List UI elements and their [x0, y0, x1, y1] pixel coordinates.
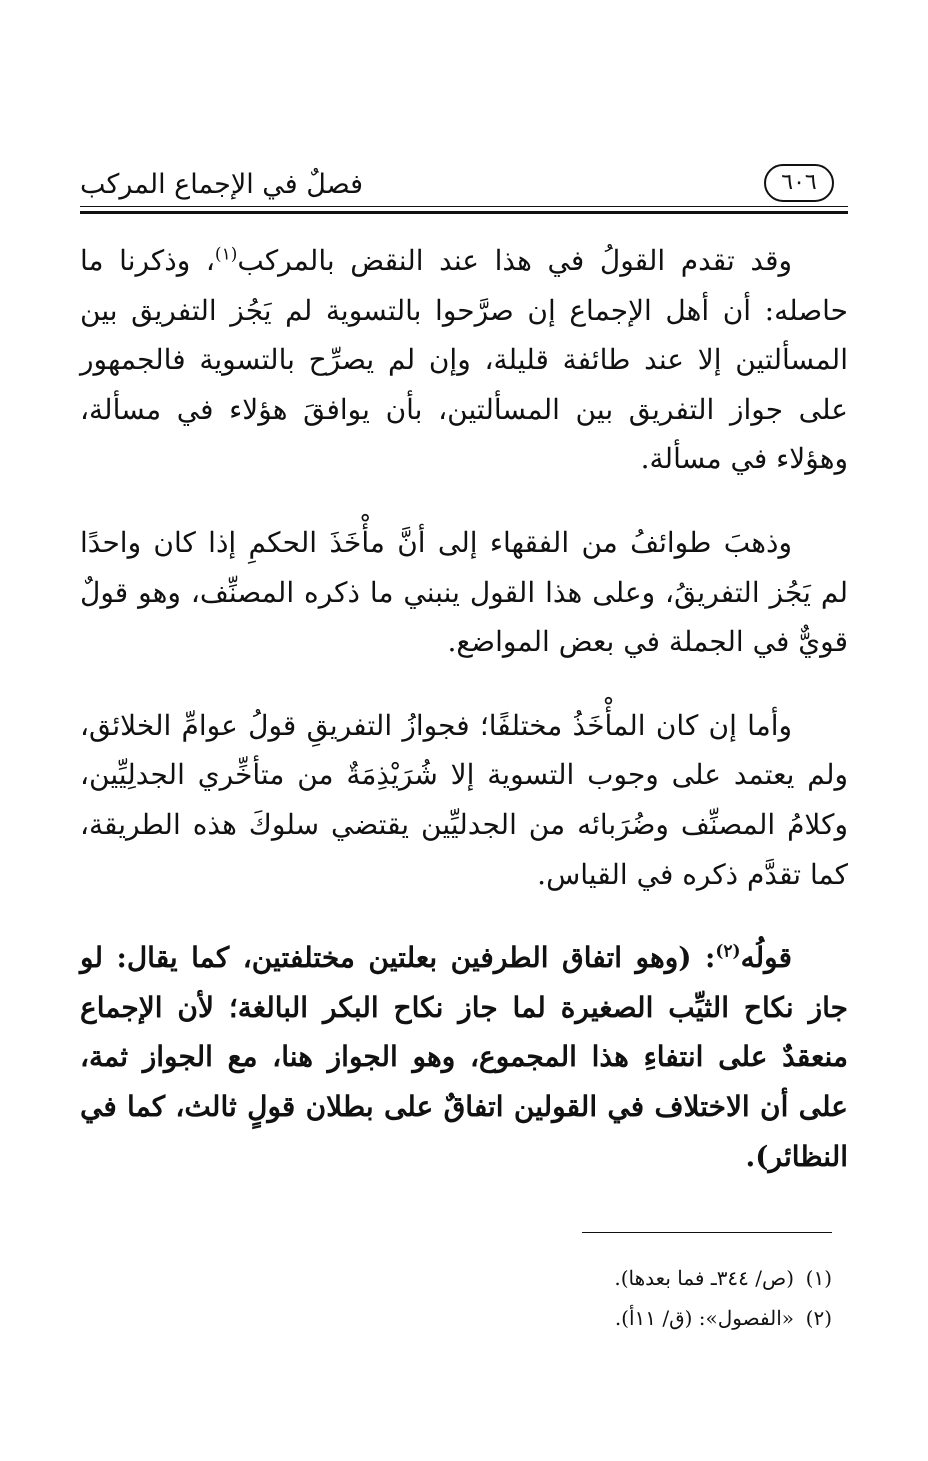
- page-number: ٦٠٦: [764, 164, 834, 202]
- footnote-1: [400, 1258, 832, 1298]
- header-rule-thick: [80, 211, 848, 214]
- footnote-separator: [582, 1232, 832, 1233]
- paragraph-gap: [80, 667, 848, 701]
- footnote-1-number: (١): [805, 1266, 832, 1290]
- header-rule-thin: [80, 206, 848, 207]
- footnote-ref-2: (٢): [715, 941, 741, 962]
- paragraph-4-lead: قولُه: [740, 941, 792, 975]
- paragraph-3: وأما إن كان المأْخَذُ مختلفًا؛ فجوازُ التفريقِ قولُ عوامِّ الخلائق، ولم يعتمد على وجوب التسوية إلا شُرَيْذِمَةٌ من متأخِّري الجدلِيِّين، وكلامُ المصنِّف وضُرَبائه من الجدليِّين يقتضي سلوكَ هذه الطريقة، كما تقدَّم ذكره في القياس.: [80, 708, 848, 891]
- footnote-1-text: (ص/ ٣٤٤ـ فما بعدها).: [614, 1266, 794, 1290]
- footnote-2: [400, 1298, 832, 1338]
- footnote-ref-1: (١): [214, 244, 238, 265]
- main-text: [80, 236, 848, 1181]
- running-title: فصلٌ في الإجماع المركب: [80, 169, 364, 200]
- footnote-2-text: «الفصول»: (ق/ ١١أ).: [614, 1306, 794, 1330]
- paragraph-1-text-after-ref: ، وذكرنا ما حاصله: أن أهل الإجماع إن صرَّحوا بالتسوية لم يَجُز التفريق بين المسألتين إلا عند طائفة قليلة، وإن لم يصرِّح بالتسوية فالجمهور على جواز التفريق بين المسألتين، بأن يوافقَ هؤلاء في مسألة، وهؤلاء في مسألة.: [80, 244, 848, 476]
- paragraph-1: [80, 236, 848, 484]
- footnotes: [400, 1258, 832, 1338]
- footnote-2-number: (٢): [805, 1306, 832, 1330]
- page-header: [80, 160, 848, 218]
- paragraph-gap: [80, 484, 848, 518]
- paragraph-4-quote: [80, 933, 848, 1181]
- paragraph-2: وذهبَ طوائفُ من الفقهاء إلى أنَّ مأْخَذَ الحكمِ إذا كان واحدًا لم يَجُز التفريقُ، وعلى هذا القول ينبني ما ذكره المصنِّف، وهو قولٌ قويٌّ في الجملة في بعض المواضع.: [80, 525, 848, 659]
- paragraph-1-text-before-ref: وقد تقدم القولُ في هذا عند النقض بالمركب: [237, 244, 792, 277]
- paragraph-gap: [80, 899, 848, 933]
- quoted-text: : (وهو اتفاق الطرفين بعلتين مختلفتين، كما يقال: لو جاز نكاح الثيِّب الصغيرة لما جاز نكاح البكر البالغة؛ لأن الإجماع منعقدٌ على انتفاءِ هذا المجموع، وهو الجواز هنا، مع الجواز ثمة، على أن الاختلاف في القولين اتفاقٌ على بطلان قولٍ ثالث، كما في النظائر).: [80, 941, 848, 1173]
